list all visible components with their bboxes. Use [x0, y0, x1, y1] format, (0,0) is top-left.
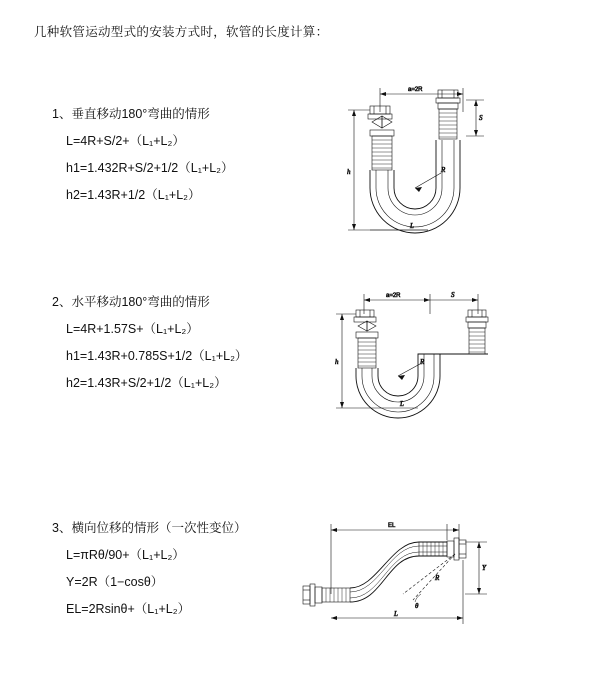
lateral-offset-diagram	[295, 508, 495, 638]
section-heading-2: 2、水平移动180°弯曲的情形	[52, 295, 210, 309]
svg-text:S: S	[479, 114, 483, 122]
svg-text:L: L	[410, 222, 414, 230]
formula-block-3	[52, 518, 302, 626]
formula-1-2: h1=1.432R+S/2+1/2（L₁+L₂）	[66, 161, 234, 175]
horizontal-180-bend-diagram	[308, 280, 498, 440]
svg-text:EL: EL	[388, 523, 396, 529]
svg-text:R: R	[420, 358, 425, 366]
svg-text:R: R	[435, 574, 440, 582]
formula-2-2: h1=1.43R+0.785S+1/2（L₁+L₂）	[66, 349, 248, 363]
svg-text:a=2R: a=2R	[386, 293, 401, 299]
svg-text:S: S	[451, 291, 455, 299]
svg-text:R: R	[441, 166, 446, 174]
formula-3-2: Y=2R（1−cosθ）	[66, 575, 164, 589]
svg-text:L: L	[394, 610, 398, 618]
formula-3-1: L=πRθ/90+（L₁+L₂）	[66, 548, 185, 562]
formula-1-3: h2=1.43R+1/2（L₁+L₂）	[66, 188, 201, 202]
formula-2-3: h2=1.43R+S/2+1/2（L₁+L₂）	[66, 376, 227, 390]
formula-2-1: L=4R+1.57S+（L₁+L₂）	[66, 322, 199, 336]
formula-block-2	[52, 292, 302, 400]
svg-text:L: L	[400, 400, 404, 408]
section-heading-3: 3、横向位移的情形（一次性变位）	[52, 521, 247, 535]
svg-text:a=2R: a=2R	[408, 87, 423, 93]
svg-text:θ: θ	[415, 602, 419, 610]
section-heading-1: 1、垂直移动180°弯曲的情形	[52, 107, 210, 121]
svg-text:h: h	[347, 168, 351, 176]
vertical-180-bend-diagram	[308, 70, 498, 260]
svg-text:Y: Y	[482, 564, 486, 572]
page-title: 几种软管运动型式的安装方式时，软管的长度计算：	[34, 25, 329, 39]
svg-text:h: h	[335, 358, 339, 366]
formula-block-1	[52, 104, 302, 212]
formula-1-1: L=4R+S/2+（L₁+L₂）	[66, 134, 185, 148]
formula-3-3: EL=2Rsinθ+（L₁+L₂）	[66, 602, 191, 616]
